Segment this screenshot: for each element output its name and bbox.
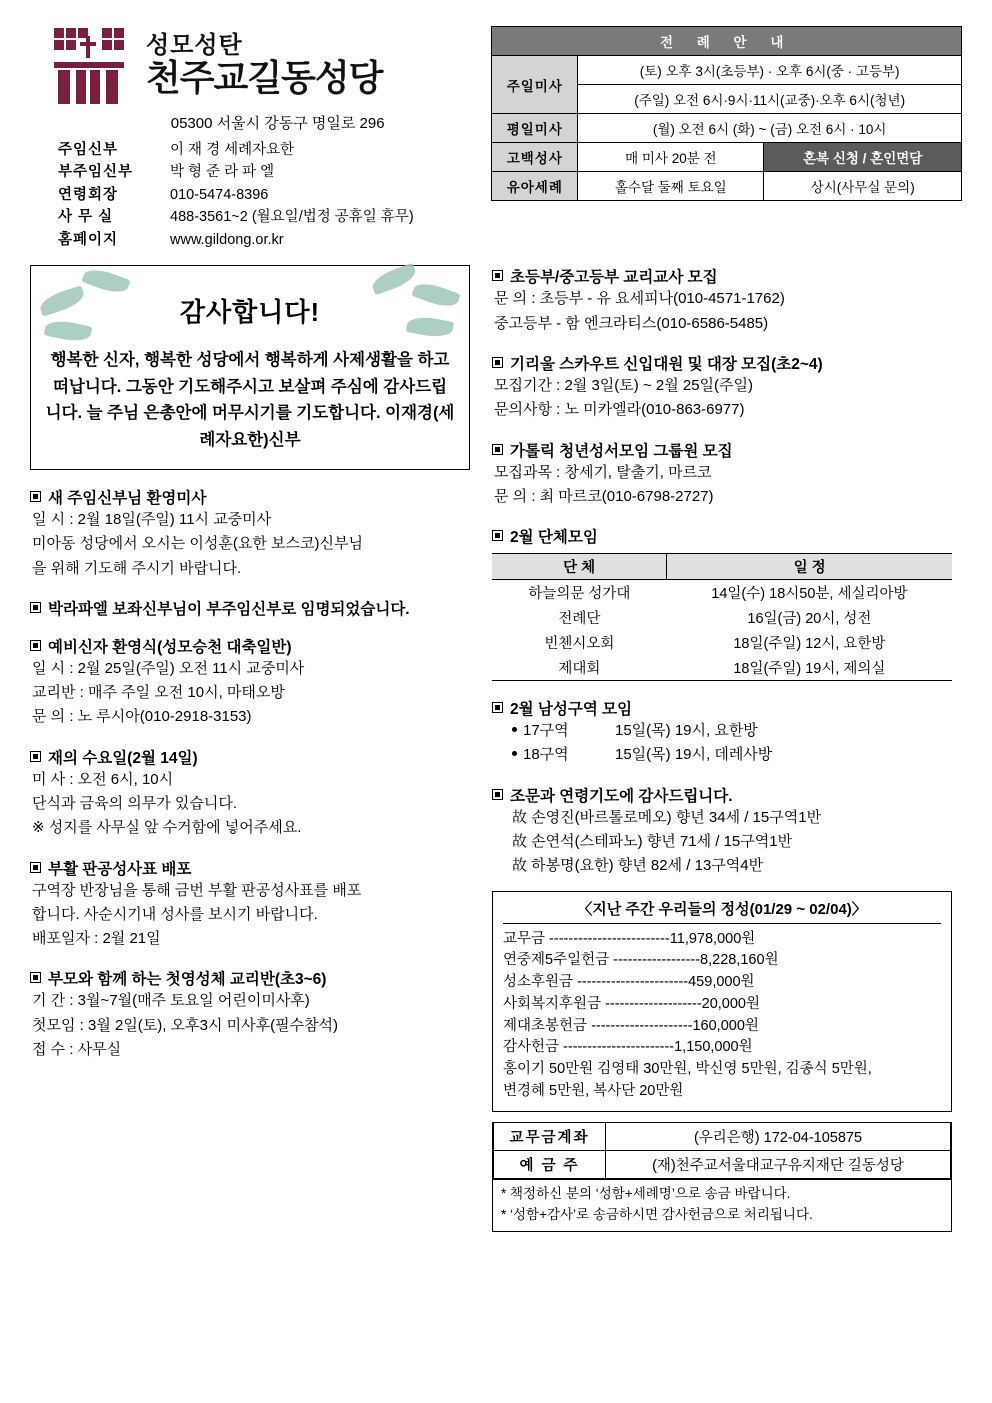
mass-cell: (토) 오후 3시(초등부) · 오후 6시(중 · 고등부) xyxy=(578,56,962,85)
notice-head-label: 가톨릭 청년성서모임 그룹원 모집 xyxy=(510,442,733,460)
notice-head xyxy=(30,967,470,989)
square-bullet-icon xyxy=(492,444,503,455)
contact-value: 488-3561~2 (월요일/법정 공휴일 휴무) xyxy=(170,209,414,226)
notice-item-ash-wednesday xyxy=(30,746,470,841)
notice-line: 미아동 성당에서 오시는 이성훈(요한 보스코)신부님 xyxy=(32,535,363,553)
account-label: 예 금 주 xyxy=(494,1150,606,1178)
account-note: * 책정하신 분의 ‘성함+세례명’으로 송금 바랍니다. xyxy=(501,1185,791,1201)
notice-head-label: 재의 수요일(2월 14일) xyxy=(48,749,198,767)
notice-line: 미 사 : 오전 6시, 10시 xyxy=(32,770,174,788)
mass-cell: 홀수달 둘째 토요일 xyxy=(578,172,764,201)
account-note: * ‘성함+감사’로 송금하시면 감사헌금으로 처리됩니다. xyxy=(501,1206,813,1222)
contact-label: 연령회장 xyxy=(58,186,119,203)
offering-box xyxy=(492,891,952,1112)
offering-row: 교무금 -------------------------11,978,000원 xyxy=(503,930,756,947)
account-box xyxy=(492,1122,952,1233)
notice-head-label: 조문과 연령기도에 감사드립니다. xyxy=(510,787,733,805)
notice-head xyxy=(30,857,470,879)
contact-label: 주임신부 xyxy=(58,142,119,158)
notice-item-bible-group xyxy=(492,439,952,510)
contact-label: 부주임신부 xyxy=(58,164,134,181)
group-name: 하늘의문 성가대 xyxy=(492,580,667,606)
contact-value: 박 형 준 라 파 엘 xyxy=(170,164,275,181)
condolence-line: 故 손연석(스테파노) 향년 71세 / 15구역1반 xyxy=(512,833,793,851)
notice-line: 모집과목 : 창세기, 탈출기, 마르코 xyxy=(494,463,712,481)
square-bullet-icon xyxy=(492,702,503,713)
condolence-line: 故 손영진(바르톨로메오) 향년 34세 / 15구역1반 xyxy=(512,808,822,826)
notice-head xyxy=(492,525,952,547)
notice-head xyxy=(30,635,470,657)
parish-address: 05300 서울시 강동구 명일로 296 xyxy=(170,115,385,132)
zone-name: 17구역 xyxy=(523,722,569,740)
notice-line: 합니다. 사순시기내 성사를 보시기 바랍니다. xyxy=(32,905,318,923)
condolence-section xyxy=(492,784,952,879)
contact-value[interactable]: www.gildong.or.kr xyxy=(170,231,284,248)
contact-value: 010-5474-8396 xyxy=(170,186,269,203)
offering-row: 제대초봉헌금 ---------------------160,000원 xyxy=(503,1017,759,1034)
table-row xyxy=(494,1150,951,1178)
account-value: (재)천주교서울대교구유지재단 길동성당 xyxy=(606,1150,951,1178)
notice-head xyxy=(30,597,470,619)
notice-line: 모집기간 : 2월 3일(토) ~ 2월 25일(주일) xyxy=(494,376,754,394)
condolence-line: 故 하봉명(요한) 향년 82세 / 13구역4반 xyxy=(512,857,764,875)
group-meeting-section xyxy=(492,525,952,681)
header xyxy=(30,26,962,251)
notice-item-confession-card xyxy=(30,857,470,952)
table-row xyxy=(494,1122,951,1150)
notice-line: 기 간 : 3월~7월(매주 토요일 어린이미사후) xyxy=(32,992,310,1010)
parish-contacts xyxy=(58,139,483,251)
notice-head xyxy=(492,265,952,287)
offering-note: 홍이기 50만원 김영태 30만원, 박신영 5만원, 김종식 5만원, xyxy=(503,1061,872,1078)
square-bullet-icon xyxy=(492,530,503,541)
men-zone-row xyxy=(512,743,952,767)
notice-line: 을 위해 기도해 주시기 바랍니다. xyxy=(32,559,242,577)
zone-schedule: 15일(목) 19시, 데레사방 xyxy=(615,746,773,764)
mass-cell: 매 미사 20분 전 xyxy=(578,143,764,172)
notice-head-label: 예비신자 환영식(성모승천 대축일반) xyxy=(48,638,292,656)
right-column xyxy=(482,265,952,1232)
notice-item-teacher-recruit xyxy=(492,265,952,336)
mass-row-label-confession: 고백성사 xyxy=(492,143,578,172)
contact-row xyxy=(58,206,483,228)
notice-line: 배포일자 : 2월 21일 xyxy=(32,930,161,948)
square-bullet-icon xyxy=(30,640,41,651)
notice-line: 단식과 금육의 의무가 있습니다. xyxy=(32,794,238,812)
notice-head-label: 부모와 함께 하는 첫영성체 교리반(초3~6) xyxy=(48,971,327,989)
notice-item-scout-recruit xyxy=(492,352,952,423)
notice-line: 교리반 : 매주 주일 오전 10시, 마태오방 xyxy=(32,684,285,702)
logo-row xyxy=(52,26,483,104)
notice-head xyxy=(492,352,952,374)
notice-head-label: 초등부/중고등부 교리교사 모집 xyxy=(510,269,718,287)
mass-row-label-sunday: 주일미사 xyxy=(492,56,578,114)
contact-value: 이 재 경 세례자요한 xyxy=(170,142,295,158)
mass-cell-marriage: 혼복 신청 / 혼인면담 xyxy=(764,143,962,172)
offering-title: 〈지난 주간 우리들의 정성(01/29 ~ 02/04)〉 xyxy=(503,898,941,924)
notice-head xyxy=(492,697,952,719)
men-zone-section xyxy=(492,697,952,768)
square-bullet-icon xyxy=(492,357,503,368)
group-name: 제대회 xyxy=(492,655,667,681)
notice-head-label: 박라파엘 보좌신부님이 부주임신부로 임명되었습니다. xyxy=(48,600,410,618)
thanks-body: 행복한 신자, 행복한 성당에서 행복하게 사제생활을 하고 떠납니다. 그동안 기도해주시고 보살펴 주심에 감사드립니다. 늘 주님 은총안에 머무시기를 기도합니다. 이재경(세례자요한)신부 xyxy=(45,351,455,449)
table-row xyxy=(492,580,952,606)
contact-row xyxy=(58,184,483,206)
notice-item-catechumen xyxy=(30,635,470,730)
group-name: 전례단 xyxy=(558,611,601,628)
contact-row xyxy=(58,139,483,161)
table-row xyxy=(492,630,952,655)
left-column xyxy=(30,265,482,1232)
account-table xyxy=(493,1122,951,1179)
contact-label: 사 무 실 xyxy=(58,209,114,226)
parish-name-block xyxy=(146,34,382,96)
table-row xyxy=(492,605,952,630)
contact-row xyxy=(58,229,483,251)
dot-bullet-icon xyxy=(512,727,517,732)
notice-line: 접 수 : 사무실 xyxy=(32,1041,122,1059)
notice-line: 문 의 : 노 루시아(010-2918-3153) xyxy=(32,708,252,726)
offering-row: 연중제5주일헌금 ------------------8,228,160원 xyxy=(503,952,779,969)
notice-head xyxy=(30,746,470,768)
contact-label: 홈페이지 xyxy=(58,231,119,248)
account-notes xyxy=(493,1179,951,1232)
notice-line: 문의사항 : 노 미카엘라(010-863-6977) xyxy=(494,401,745,419)
table-row xyxy=(492,655,952,681)
notice-item-appointment xyxy=(30,597,470,619)
parish-main-name: 천주교길동성당 xyxy=(146,57,383,98)
square-bullet-icon xyxy=(30,751,41,762)
square-bullet-icon xyxy=(30,491,41,502)
zone-name: 18구역 xyxy=(523,746,569,764)
mass-schedule-table xyxy=(491,26,962,201)
notice-head xyxy=(492,784,952,806)
group-meeting-table xyxy=(492,553,952,681)
notice-line: 중고등부 - 함 엔크라티스(010-6586-5485) xyxy=(494,314,769,332)
notice-line: 문 의 : 초등부 - 유 요세피나(010-4571-1762) xyxy=(494,290,785,308)
group-schedule: 18일(주일) 12시, 요한방 xyxy=(733,636,886,653)
group-schedule: 16일(금) 20시, 성전 xyxy=(747,611,872,628)
group-schedule: 18일(주일) 19시, 제의실 xyxy=(667,655,952,681)
group-schedule: 14일(수) 18시50분, 세실리아방 xyxy=(667,580,952,606)
parish-sub-name: 성모성탄 xyxy=(146,32,243,59)
square-bullet-icon xyxy=(30,972,41,983)
square-bullet-icon xyxy=(492,789,503,800)
offering-note: 변경혜 5만원, 복사단 20만원 xyxy=(503,1082,684,1099)
men-zone-row xyxy=(512,719,952,743)
notice-head-label: 2월 남성구역 모임 xyxy=(510,701,633,719)
thanks-title: 감사합니다! xyxy=(179,297,321,328)
notice-head xyxy=(492,439,952,461)
notice-head-label: 2월 단체모임 xyxy=(510,529,598,547)
square-bullet-icon xyxy=(30,862,41,873)
contact-row xyxy=(58,161,483,183)
offering-row: 감사헌금 -----------------------1,150,000원 xyxy=(503,1039,753,1056)
notice-line: ※ 성지를 사무실 앞 수거함에 넣어주세요. xyxy=(32,819,302,837)
notice-line: 일 시 : 2월 25일(주일) 오전 11시 교중미사 xyxy=(32,659,305,677)
mass-cell: (주일) 오전 6시·9시·11시(교중)·오후 6시(청년) xyxy=(578,85,962,114)
notice-line: 일 시 : 2월 18일(주일) 11시 교중미사 xyxy=(32,510,272,528)
mass-cell: (월) 오전 6시 (화) ~ (금) 오전 6시 · 10시 xyxy=(578,114,962,143)
dot-bullet-icon xyxy=(512,751,517,756)
notice-head-label: 새 주임신부님 환영미사 xyxy=(48,489,207,507)
zone-schedule: 15일(목) 19시, 요한방 xyxy=(615,722,758,740)
parish-info xyxy=(30,26,483,251)
notice-item-welcome-mass xyxy=(30,486,470,581)
account-label: 교무금계좌 xyxy=(494,1122,606,1150)
mass-table-title: 전 례 안 내 xyxy=(492,27,962,56)
notice-line: 첫모임 : 3월 2일(토), 오후3시 미사후(필수참석) xyxy=(32,1016,339,1034)
notice-head xyxy=(30,486,470,508)
content-columns xyxy=(30,265,962,1232)
group-col-header: 단 체 xyxy=(492,554,667,580)
offering-row: 성소후원금 -----------------------459,000원 xyxy=(503,974,755,991)
mass-cell: 상시(사무실 문의) xyxy=(764,172,962,201)
church-logo-icon xyxy=(52,26,132,104)
notice-head-label: 기리울 스카우트 신입대원 및 대장 모집(초2~4) xyxy=(510,355,823,373)
notice-line: 구역장 반장님을 통해 금번 부활 판공성사표를 배포 xyxy=(32,881,362,899)
mass-row-label-baptism: 유아세례 xyxy=(492,172,578,201)
notice-item-first-communion xyxy=(30,967,470,1062)
square-bullet-icon xyxy=(492,270,503,281)
notice-line: 문 의 : 최 마르코(010-6798-2727) xyxy=(494,487,714,505)
group-name: 빈첸시오회 xyxy=(544,636,615,653)
account-value: (우리은행) 172-04-105875 xyxy=(606,1122,951,1150)
group-col-header: 일 정 xyxy=(667,554,952,580)
mass-row-label-weekday: 평일미사 xyxy=(492,114,578,143)
notice-head-label: 부활 판공성사표 배포 xyxy=(48,860,192,878)
thanks-box xyxy=(30,265,470,470)
square-bullet-icon xyxy=(30,602,41,613)
offering-row: 사회복지후원금 --------------------20,000원 xyxy=(503,995,761,1012)
